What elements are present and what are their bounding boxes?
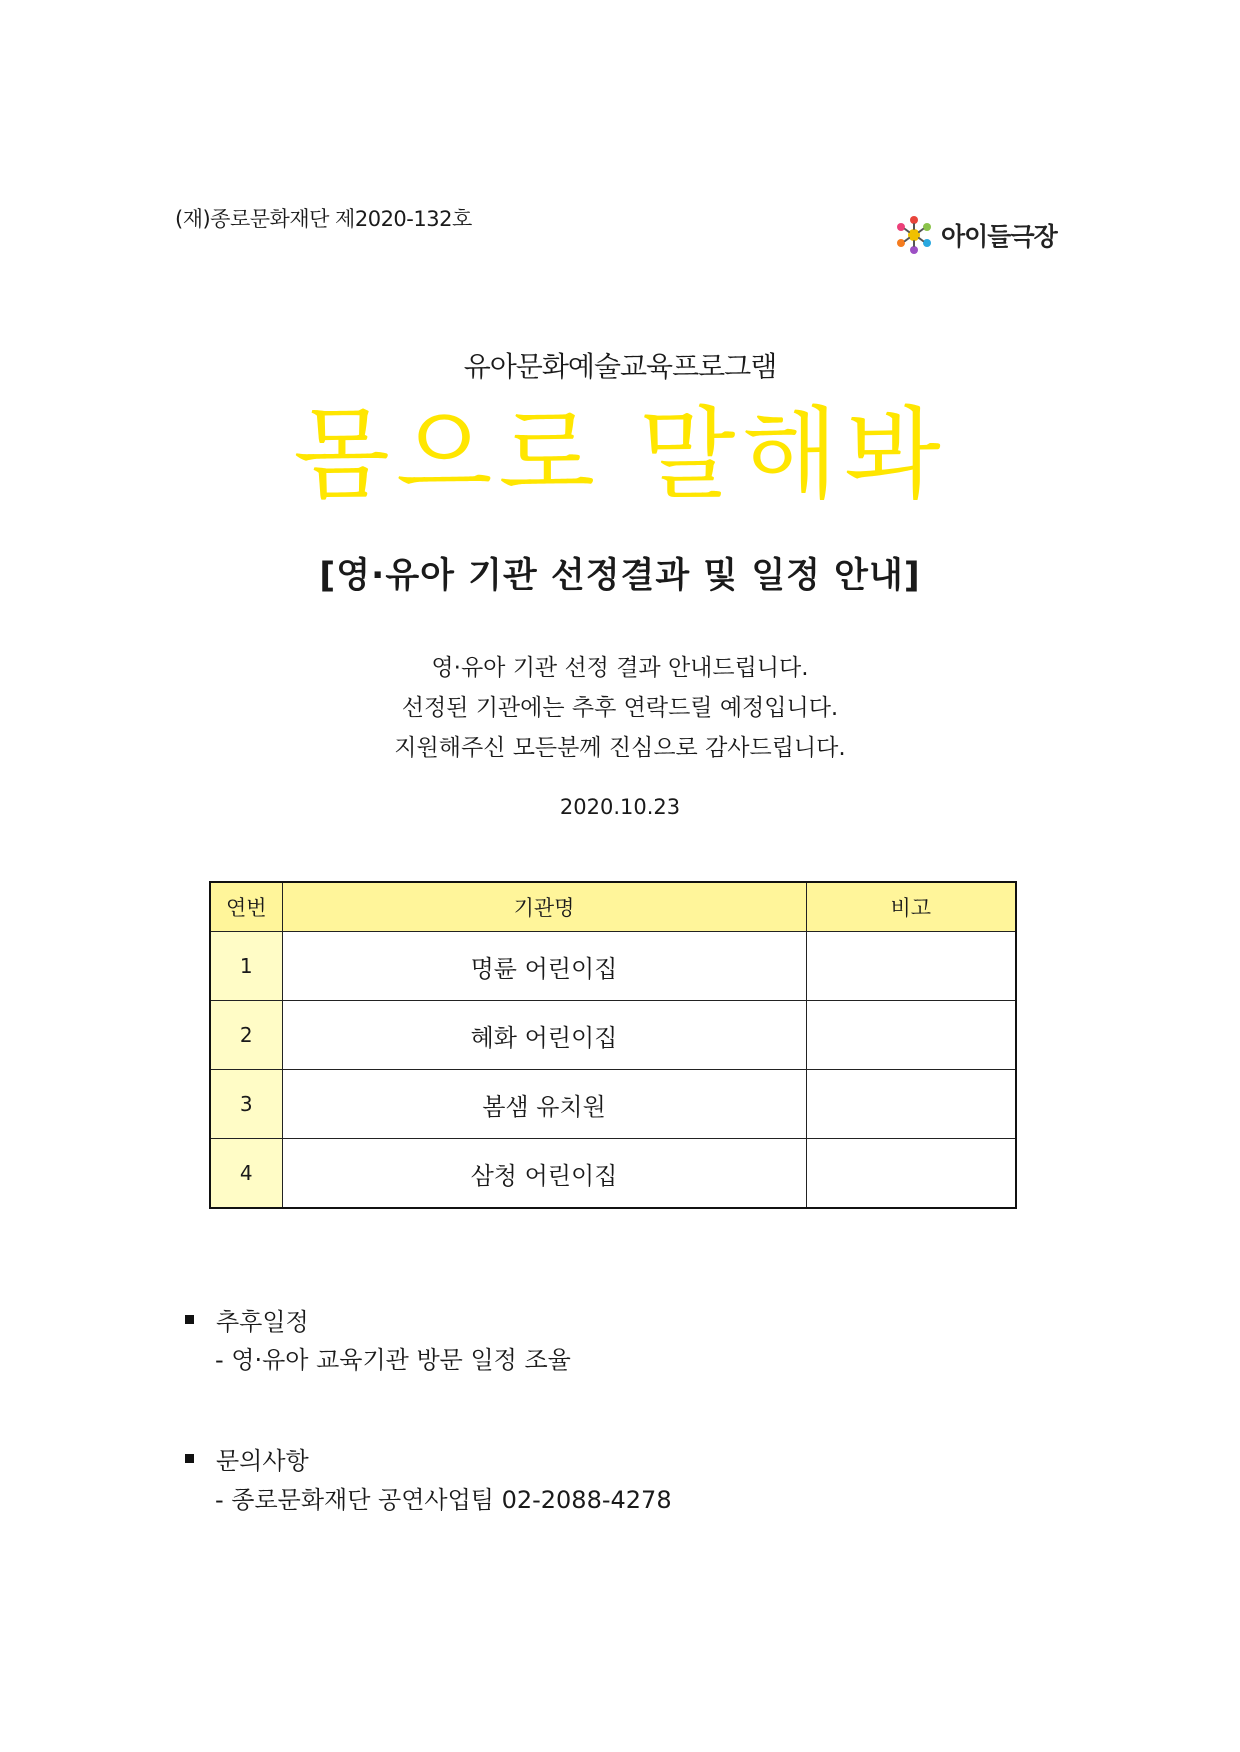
table-header-row [210,882,1016,932]
table-row [210,1001,1016,1070]
row-note [806,1070,1016,1139]
notice-date: 2020.10.23 [559,795,681,819]
column-header-institution: 기관명 [282,882,806,932]
row-note [806,1001,1016,1070]
inquiry-section-title [185,1441,309,1476]
column-header-number: 연번 [210,882,282,932]
institution-name: 혜화 어린이집 [282,1001,806,1070]
row-note [806,932,1016,1001]
logo [893,212,1063,258]
row-number: 2 [210,1001,282,1070]
row-number: 3 [210,1070,282,1139]
square-bullet-icon [185,1454,194,1463]
selection-result-table [209,881,1017,1209]
subtitle: [영·유아 기관 선정결과 및 일정 안내] [319,556,921,596]
inquiry-detail: - 종로문화재단 공연사업팀 02-2088-4278 [215,1486,672,1514]
children-circle-logo-icon [893,214,935,256]
intro-text [0,648,1240,768]
program-label: 유아문화예술교육프로그램 [463,350,777,383]
row-number: 1 [210,932,282,1001]
inquiry-title-text: 문의사항 [216,1447,309,1475]
intro-line: 영·유아 기관 선정 결과 안내드립니다. [431,655,809,681]
intro-line: 지원해주신 모든분께 진심으로 감사드립니다. [394,735,846,761]
institution-name: 봄샘 유치원 [282,1070,806,1139]
intro-line: 선정된 기관에는 추후 연락드릴 예정입니다. [401,695,839,721]
square-bullet-icon [185,1315,194,1324]
main-title: 몸으로 말해봐 [293,396,947,513]
institution-name: 삼청 어린이집 [282,1139,806,1209]
table-row [210,1139,1016,1209]
column-header-note: 비고 [806,882,1016,932]
institution-name: 명륜 어린이집 [282,932,806,1001]
logo-text: 아이들극장 [941,222,1057,251]
document-number: (재)종로문화재단 제2020-132호 [175,207,472,231]
schedule-title-text: 추후일정 [216,1308,309,1336]
table-row [210,932,1016,1001]
table-row [210,1070,1016,1139]
schedule-detail: - 영·유아 교육기관 방문 일정 조율 [215,1346,571,1374]
row-note [806,1139,1016,1209]
schedule-section-title [185,1302,309,1337]
row-number: 4 [210,1139,282,1209]
